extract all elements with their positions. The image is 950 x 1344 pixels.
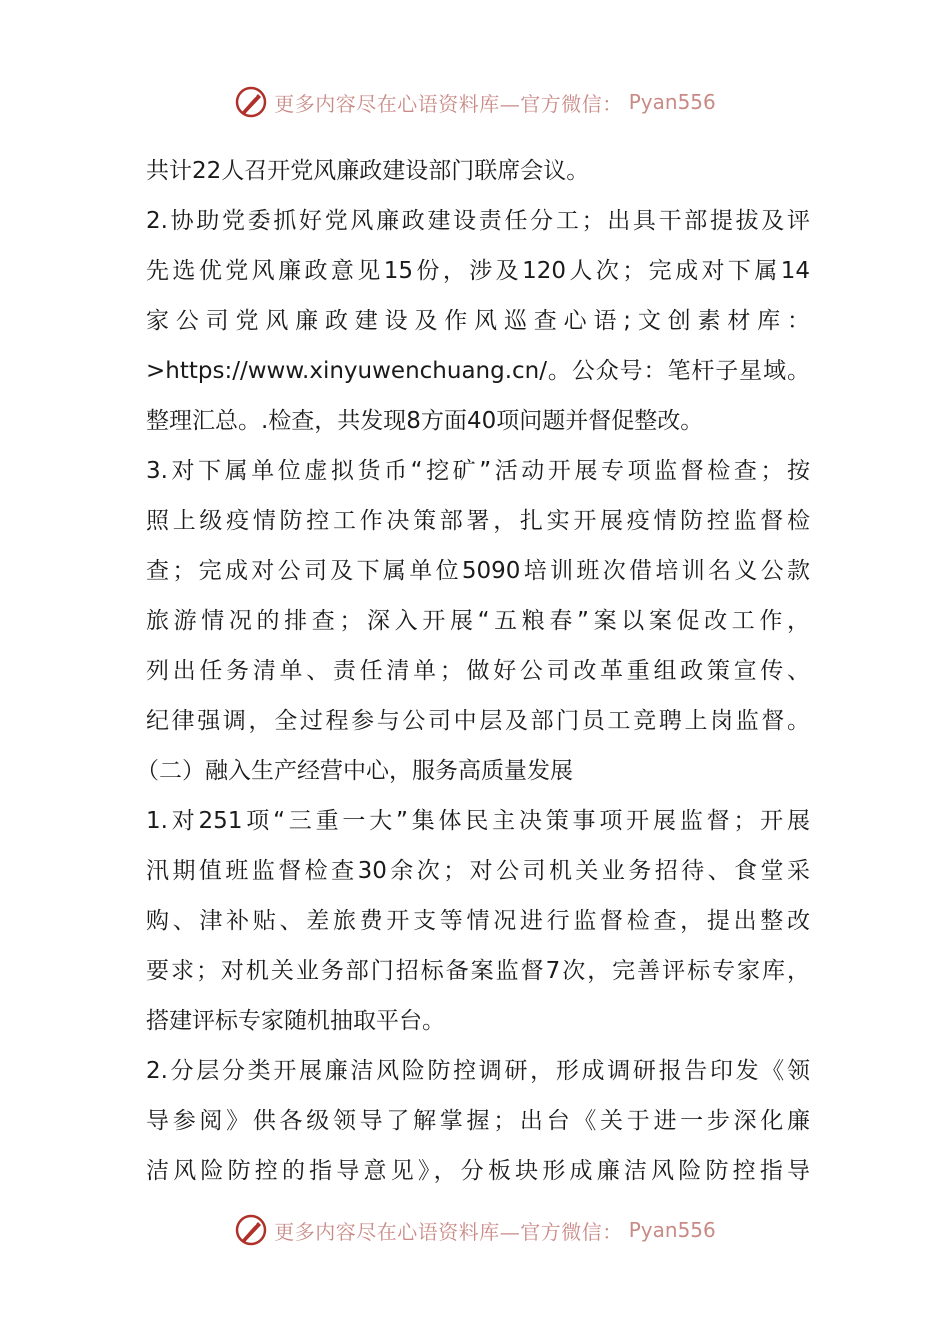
body-line: 旅游情况的排查；深入开展“五粮春”案以案促改工作，: [146, 608, 810, 634]
body-line: 2.分层分类开展廉洁风险防控调研，形成调研报告印发《领: [146, 1058, 810, 1084]
body-line: 纪律强调，全过程参与公司中层及部门员工竞聘上岗监督。: [146, 708, 810, 734]
body-line: 要求；对机关业务部门招标备案监督7次，完善评标专家库，: [146, 958, 810, 984]
header-banner: [0, 80, 950, 124]
body-line: 搭建评标专家随机抽取平台。: [146, 1008, 445, 1034]
body-line: >https://www.xinyuwenchuang.cn/。公众号：笔杆子星域。: [146, 358, 810, 384]
body-line: 查；完成对公司及下属单位5090培训班次借培训名义公款: [146, 558, 810, 584]
document-body: [136, 146, 810, 1196]
body-line: 汛期值班监督检查30余次；对公司机关业务招待、食堂采: [146, 858, 810, 884]
banner-text: 更多内容尽在心语资料库—官方微信：: [274, 91, 623, 116]
banner-text: 更多内容尽在心语资料库—官方微信：: [274, 1219, 623, 1244]
quill-pen-icon: [234, 85, 268, 119]
banner-handle: Pyan556: [628, 1218, 716, 1242]
body-line: 购、津补贴、差旅费开支等情况进行监督检查，提出整改: [146, 908, 810, 934]
body-line: 导参阅》供各级领导了解掌握；出台《关于进一步深化廉: [146, 1108, 810, 1134]
body-line: 先选优党风廉政意见15份，涉及120人次；完成对下属14: [146, 258, 810, 284]
body-line: 3.对下属单位虚拟货币“挖矿”活动开展专项监督检查；按: [146, 458, 810, 484]
body-line: 照上级疫情防控工作决策部署，扎实开展疫情防控监督检: [146, 508, 810, 534]
quill-pen-icon: [234, 1213, 268, 1247]
body-line: 整理汇总。.检查，共发现8方面40项问题并督促整改。: [146, 408, 704, 434]
body-line: 洁风险防控的指导意见》，分板块形成廉洁风险防控指导: [146, 1158, 810, 1184]
footer-banner: [0, 1208, 950, 1252]
body-line: 家公司党风廉政建设及作风巡查心语;文创素材库：: [146, 308, 810, 334]
body-line: 1.对251项“三重一大”集体民主决策事项开展监督；开展: [146, 808, 810, 834]
body-line: 2.协助党委抓好党风廉政建设责任分工；出具干部提拔及评: [146, 208, 810, 234]
banner-handle: Pyan556: [628, 90, 716, 114]
body-line: 列出任务清单、责任清单；做好公司改革重组政策宣传、: [146, 658, 810, 684]
section-heading: （二）融入生产经营中心，服务高质量发展: [136, 758, 573, 784]
body-line: 共计22人召开党风廉政建设部门联席会议。: [146, 158, 590, 184]
